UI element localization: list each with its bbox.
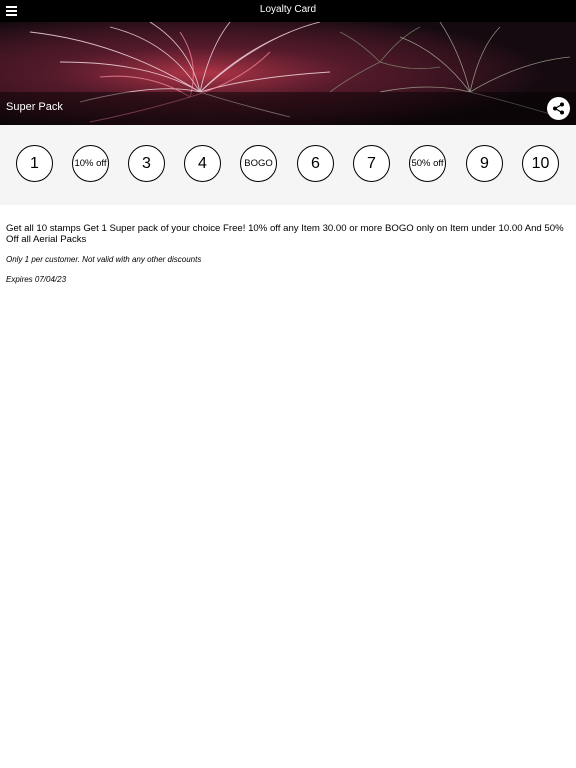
- page-title: Loyalty Card: [259, 4, 317, 15]
- offer-description: Get all 10 stamps Get 1 Super pack of your choice Free! 10% off any Item 30.00 or more BOGO only on Item under 10.00 And 50% Off all Aerial Packs: [6, 223, 564, 245]
- stamp-7: 7: [353, 145, 390, 182]
- title-band: [0, 92, 576, 125]
- hero-banner: [0, 22, 576, 125]
- stamp-card: [0, 125, 576, 205]
- stamp-10: 10: [522, 145, 559, 182]
- restriction-note: Only 1 per customer. Not valid with any other discounts: [6, 255, 202, 264]
- stamp-9: 9: [466, 145, 503, 182]
- expiry-date: Expires 07/04/23: [6, 275, 67, 284]
- stamp-1: 1: [16, 145, 53, 182]
- card-details: [6, 223, 568, 284]
- stamp-4: 4: [184, 145, 221, 182]
- top-bar: [0, 0, 576, 22]
- stamp-2: 10% off: [72, 145, 109, 182]
- stamp-8: 50% off: [409, 145, 446, 182]
- stamp-6: 6: [297, 145, 334, 182]
- card-title: Super Pack: [6, 101, 63, 113]
- stamp-3: 3: [128, 145, 165, 182]
- stamp-5: BOGO: [240, 145, 277, 182]
- share-icon[interactable]: [547, 97, 570, 120]
